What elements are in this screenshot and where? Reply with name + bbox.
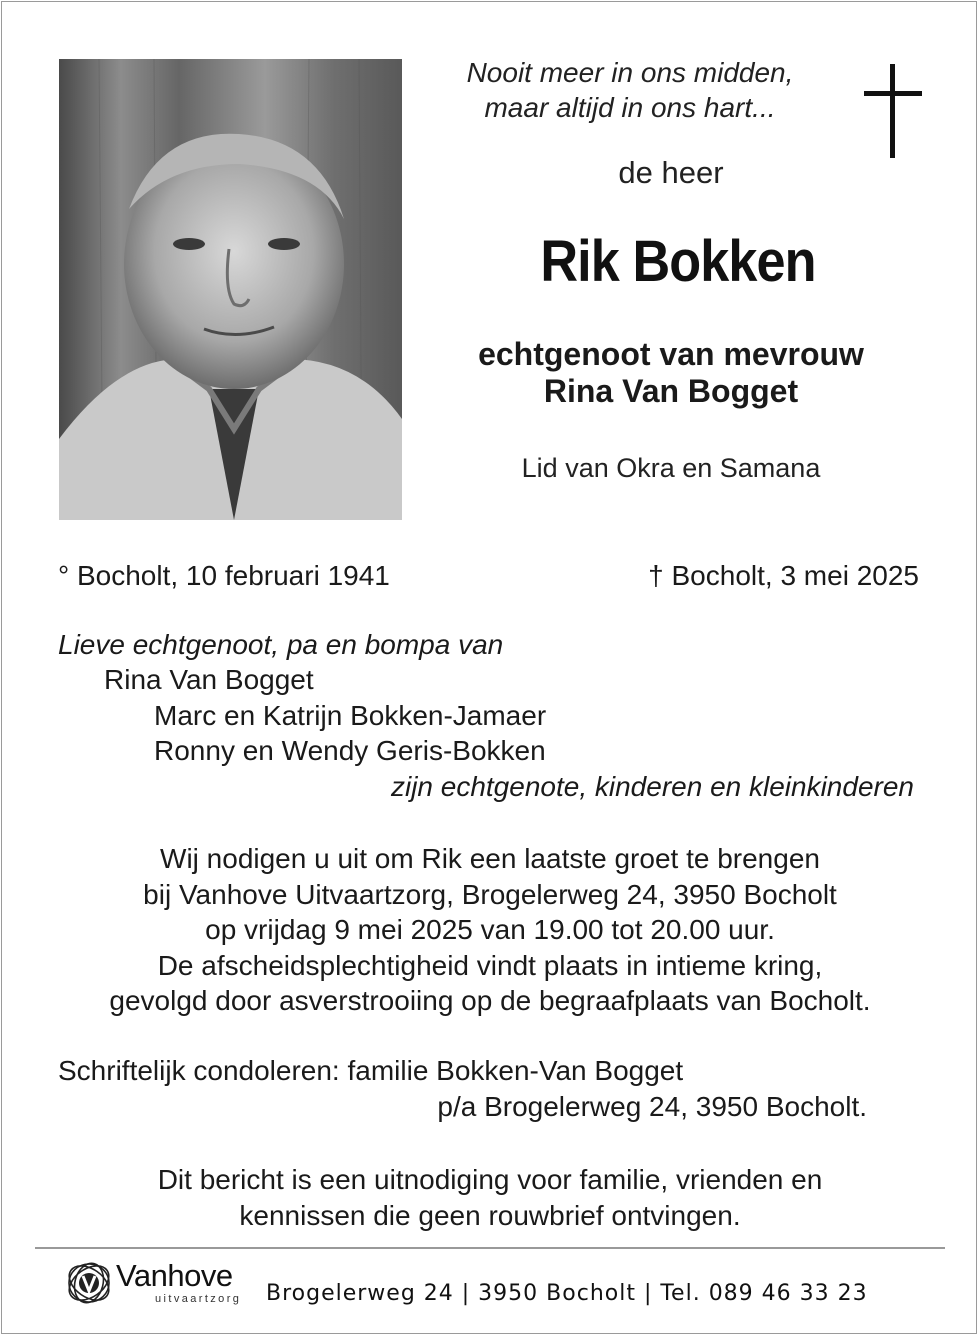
invitation-line: op vrijdag 9 mei 2025 van 19.00 tot 20.00 uur. — [205, 914, 775, 945]
motto-line-2: maar altijd in ons hart... — [484, 92, 776, 123]
notice-line: kennissen die geen rouwbrief ontvingen. — [239, 1199, 741, 1231]
spouse-line-1: echtgenoot van mevrouw — [478, 336, 864, 372]
birth-info: ° Bocholt, 10 februari 1941 — [58, 560, 390, 591]
notice-line: Dit bericht is een uitnodiging voor familie, vrienden en — [157, 1164, 823, 1195]
spouse-block — [478, 336, 864, 410]
motto — [467, 55, 794, 125]
footer-divider — [35, 1247, 945, 1249]
footer-contact: Brogelerweg 24 | 3950 Bocholt | Tel. 089 46 33 23 — [266, 1281, 868, 1306]
logo-subtitle: uitvaartzorg — [155, 1293, 242, 1305]
vanhove-logo — [64, 1258, 254, 1310]
family-member: Marc en Katrijn Bokken-Jamaer — [154, 700, 547, 731]
family-member: Ronny en Wendy Geris-Bokken — [154, 735, 546, 766]
condolence-line: Schriftelijk condoleren: familie Bokken-Van Bogget — [58, 1055, 684, 1086]
condolence-address: p/a Brogelerweg 24, 3950 Bocholt. — [437, 1091, 867, 1122]
membership: Lid van Okra en Samana — [521, 453, 821, 483]
invitation-paragraph — [109, 841, 870, 1019]
death-info: † Bocholt, 3 mei 2025 — [648, 560, 919, 591]
honorific: de heer — [618, 155, 724, 190]
notice-paragraph — [158, 1162, 823, 1233]
logo-name: Vanhove — [116, 1258, 233, 1293]
vanhove-logo-mark-icon — [64, 1260, 114, 1306]
invitation-line: Wij nodigen u uit om Rik een laatste groet te brengen — [160, 843, 820, 874]
family-intro: Lieve echtgenoot, pa en bompa van — [58, 629, 504, 660]
family-closing: zijn echtgenote, kinderen en kleinkinderen — [390, 771, 914, 802]
family-member: Rina Van Bogget — [104, 664, 314, 695]
latin-cross-icon — [864, 64, 922, 158]
spouse-line-2: Rina Van Bogget — [543, 373, 799, 409]
deceased-name: Rik Bokken — [540, 229, 816, 294]
invitation-line: bij Vanhove Uitvaartzorg, Brogelerweg 24, 3950 Bocholt — [143, 878, 837, 910]
invitation-line: gevolgd door asverstrooiing op de begraafplaats van Bocholt. — [109, 985, 871, 1016]
motto-line-1: Nooit meer in ons midden, — [466, 57, 794, 88]
invitation-line: De afscheidsplechtigheid vindt plaats in intieme kring, — [157, 949, 823, 981]
portrait-photo — [59, 59, 402, 520]
portrait-illustration — [59, 59, 402, 520]
